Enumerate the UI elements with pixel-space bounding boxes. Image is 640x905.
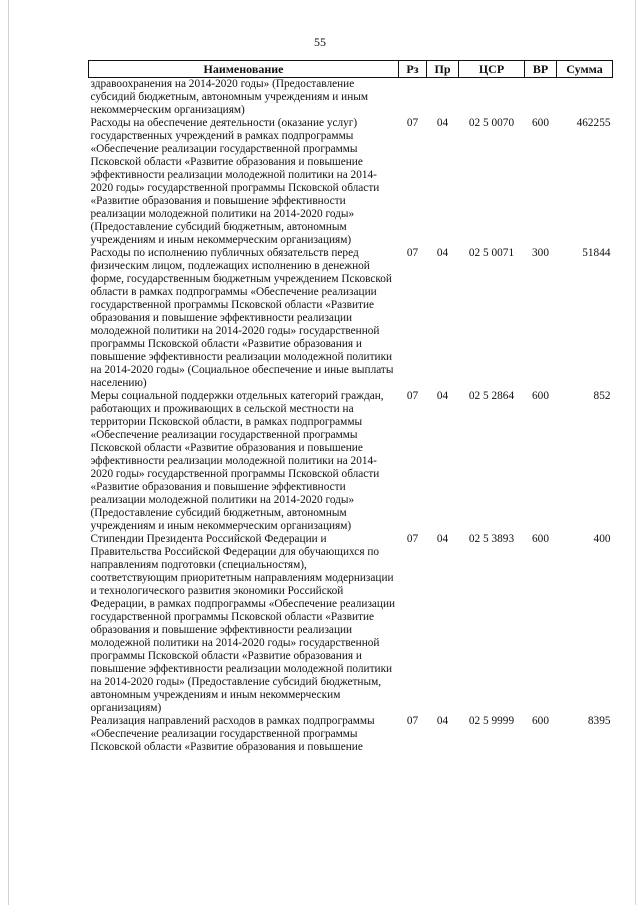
scan-left-edge	[8, 0, 9, 905]
row-csr: 02 5 9999	[468, 715, 515, 727]
row-csr: 02 5 3893	[468, 533, 515, 545]
row-pr	[427, 78, 459, 118]
row-vr: 600	[532, 390, 549, 402]
row-rz: 07	[406, 117, 419, 129]
row-name: Расходы по исполнению публичных обязательств перед физическим лицом, подлежащих исполнению в денежной форме, государственным бюджетным учреждением Псковской области в рамках подпрограммы «Обеспечение реализации государственной программы Псковской области «Развитие образования и повышение эффективности реализации молодежной политики на 2014-2020 годы» государственной программы Псковской области «Развитие образования и повышение эффективности реализации молодежной политики на 2014-2020 годы» (Социальное обеспечение и иные выплаты населению)	[90, 247, 394, 389]
table-row	[89, 78, 613, 118]
row-csr: 02 5 0070	[468, 117, 515, 129]
row-rz: 07	[406, 533, 419, 545]
table-row	[89, 117, 613, 247]
row-sum	[557, 78, 613, 118]
header-csr: ЦСР	[459, 61, 525, 78]
row-csr: 02 5 0071	[468, 247, 515, 259]
table-body	[89, 78, 613, 755]
row-vr: 600	[532, 715, 549, 727]
row-name: Меры социальной поддержки отдельных категорий граждан, работающих и проживающих в сельской местности на территории Псковской области, в рамках подпрограммы «Обеспечение реализации государственной программы Псковской области «Развитие образования и повышение эффективности реализации молодежной политики на 2014-2020 годы» государственной программы Псковской области «Развитие образования и повышение эффективности реализации молодежной политики на 2014-2020 годы» (Предоставление субсидий бюджетным, автономным учреждениям и иным некоммерческим организациям)	[90, 390, 384, 532]
row-csr	[459, 78, 525, 118]
row-csr: 02 5 2864	[468, 390, 515, 402]
row-rz: 07	[406, 247, 419, 259]
page-number: 55	[314, 35, 326, 49]
row-vr: 300	[532, 247, 549, 259]
table-row	[89, 247, 613, 390]
scan-right-edge	[635, 0, 636, 905]
header-rz: Рз	[399, 61, 427, 78]
header-row	[89, 61, 613, 78]
row-name: Расходы на обеспечение деятельности (оказание услуг) государственных учреждений в рамках подпрограммы «Обеспечение реализации государственной программы Псковской области «Развитие образования и повышение эффективности реализации молодежной политики на 2014-2020 годы» государственной программы Псковской области «Развитие образования и повышение эффективности реализации молодежной политики на 2014-2020 годы» (Предоставление субсидий бюджетным, автономным учреждениям и иным некоммерческим организациям)	[90, 117, 380, 246]
row-rz: 07	[406, 390, 419, 402]
row-name: Стипендии Президента Российской Федерации и Правительства Российской Федерации для обучающихся по направлениям подготовки (специальностям), соответствующим приоритетным направлениям модернизации и технологического развития экономики Российской Федерации, в рамках подпрограммы «Обеспечение реализации государственной программы Псковской области «Развитие образования и повышение эффективности реализации молодежной политики на 2014-2020 годы» государственной программы Псковской области «Развитие образования и повышение эффективности реализации молодежной политики на 2014-2020 годы» (Предоставление субсидий бюджетным, автономным учреждениям и иным некоммерческим организациям)	[90, 533, 396, 714]
row-name: Реализация направлений расходов в рамках подпрограммы «Обеспечение реализации государственной программы Псковской области «Развитие образования и повышение	[90, 715, 375, 753]
row-sum: 462255	[576, 117, 611, 129]
row-sum: 400	[593, 533, 611, 545]
row-sum: 852	[593, 390, 611, 402]
header-vr: ВР	[525, 61, 557, 78]
table-header	[89, 61, 613, 78]
row-rz: 07	[406, 715, 419, 727]
header-name: Наименование	[89, 61, 399, 78]
header-sum: Сумма	[557, 61, 613, 78]
row-pr: 04	[436, 117, 449, 129]
row-pr: 04	[436, 715, 449, 727]
table-row	[89, 533, 613, 715]
row-rz	[399, 78, 427, 118]
row-vr: 600	[532, 533, 549, 545]
row-pr: 04	[436, 533, 449, 545]
row-sum: 8395	[587, 715, 611, 727]
row-name: здравоохранения на 2014-2020 годы» (Предоставление субсидий бюджетным, автономным учреждениям и иным некоммерческим организациям)	[90, 78, 368, 116]
table-row	[89, 390, 613, 533]
budget-table	[88, 60, 613, 754]
row-vr	[525, 78, 557, 118]
row-pr: 04	[436, 247, 449, 259]
table-row	[89, 715, 613, 754]
row-sum: 51844	[582, 247, 611, 259]
row-pr: 04	[436, 390, 449, 402]
header-pr: Пр	[427, 61, 459, 78]
row-vr: 600	[532, 117, 549, 129]
